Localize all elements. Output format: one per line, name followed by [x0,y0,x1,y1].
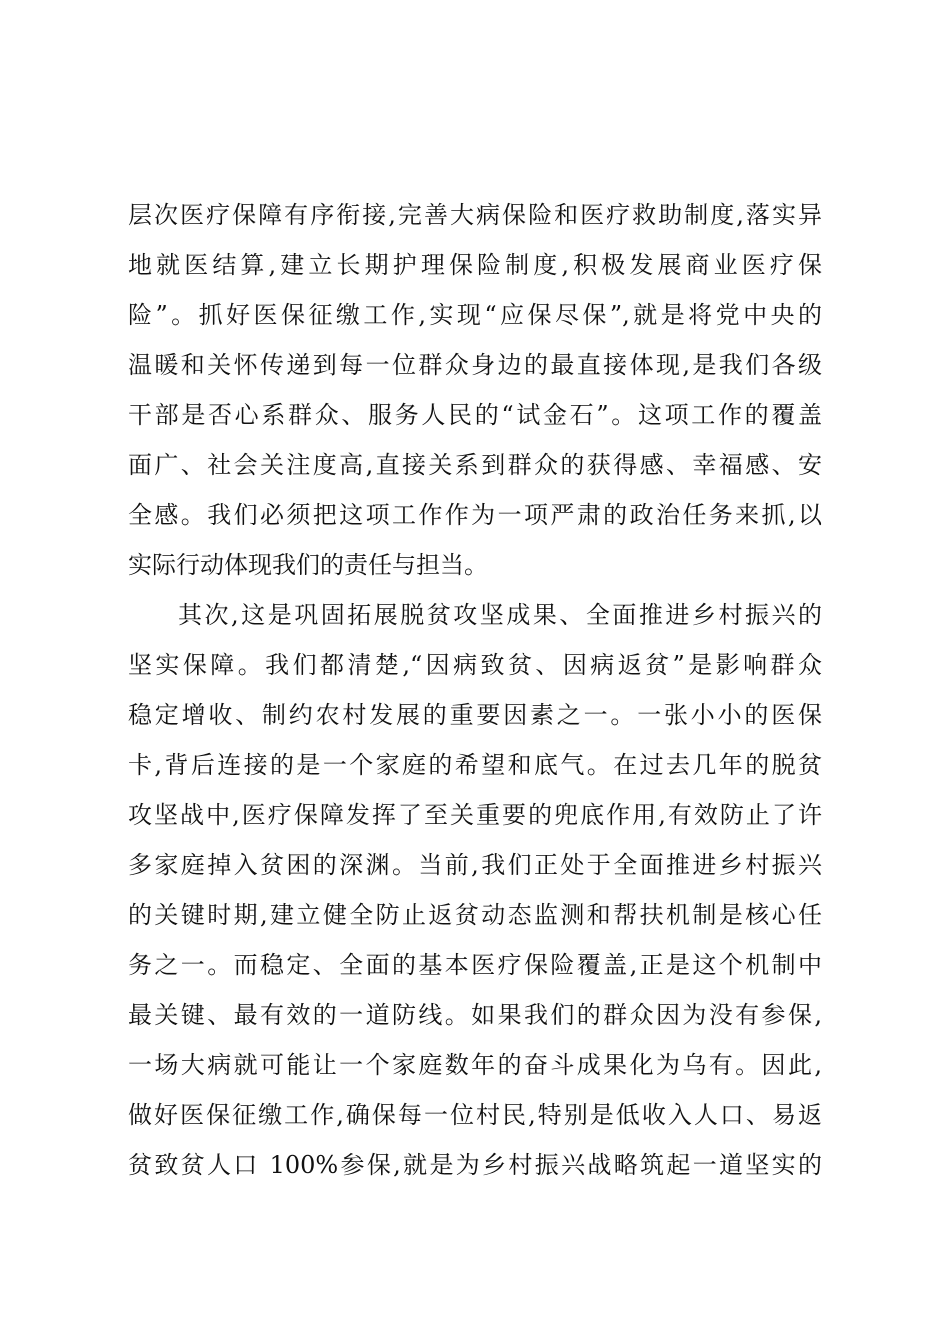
text-line: 实际行动体现我们的责任与担当。 [128,551,488,579]
text-line: 干部是否心系群众、服务人民的“试金石”。这项工作的覆盖 [128,401,822,429]
text-line: 温暖和关怀传递到每一位群众身边的最直接体现,是我们各级 [128,351,822,379]
text-line: 最关键、最有效的一道防线。如果我们的群众因为没有参保, [128,1001,822,1029]
document-page [128,190,822,1190]
text-line: 稳定增收、制约农村发展的重要因素之一。一张小小的医保 [128,701,822,729]
text-line: 其次,这是巩固拓展脱贫攻坚成果、全面推进乡村振兴的 [178,601,822,629]
text-line: 多家庭掉入贫困的深渊。当前,我们正处于全面推进乡村振兴 [128,851,822,879]
text-line: 地就医结算,建立长期护理保险制度,积极发展商业医疗保 [128,251,822,279]
text-line: 贫致贫人口 100%参保,就是为乡村振兴战略筑起一道坚实的 [128,1151,822,1179]
text-line: 务之一。而稳定、全面的基本医疗保险覆盖,正是这个机制中 [128,951,822,979]
text-line: 面广、社会关注度高,直接关系到群众的获得感、幸福感、安 [128,451,822,479]
paragraph-2 [128,590,822,1190]
text-line: 攻坚战中,医疗保障发挥了至关重要的兜底作用,有效防止了许 [128,801,822,829]
text-line: 做好医保征缴工作,确保每一位村民,特别是低收入人口、易返 [128,1101,822,1129]
text-line: 险”。抓好医保征缴工作,实现“应保尽保”,就是将党中央的 [128,301,822,329]
text-line: 的关键时期,建立健全防止返贫动态监测和帮扶机制是核心任 [128,901,822,929]
paragraph-1 [128,190,822,590]
text-line: 全感。我们必须把这项工作作为一项严肃的政治任务来抓,以 [128,501,822,529]
text-line: 坚实保障。我们都清楚,“因病致贫、因病返贫”是影响群众 [128,651,822,679]
text-line: 一场大病就可能让一个家庭数年的奋斗成果化为乌有。因此, [128,1051,822,1079]
text-line: 层次医疗保障有序衔接,完善大病保险和医疗救助制度,落实异 [128,201,822,229]
text-line: 卡,背后连接的是一个家庭的希望和底气。在过去几年的脱贫 [128,751,822,779]
